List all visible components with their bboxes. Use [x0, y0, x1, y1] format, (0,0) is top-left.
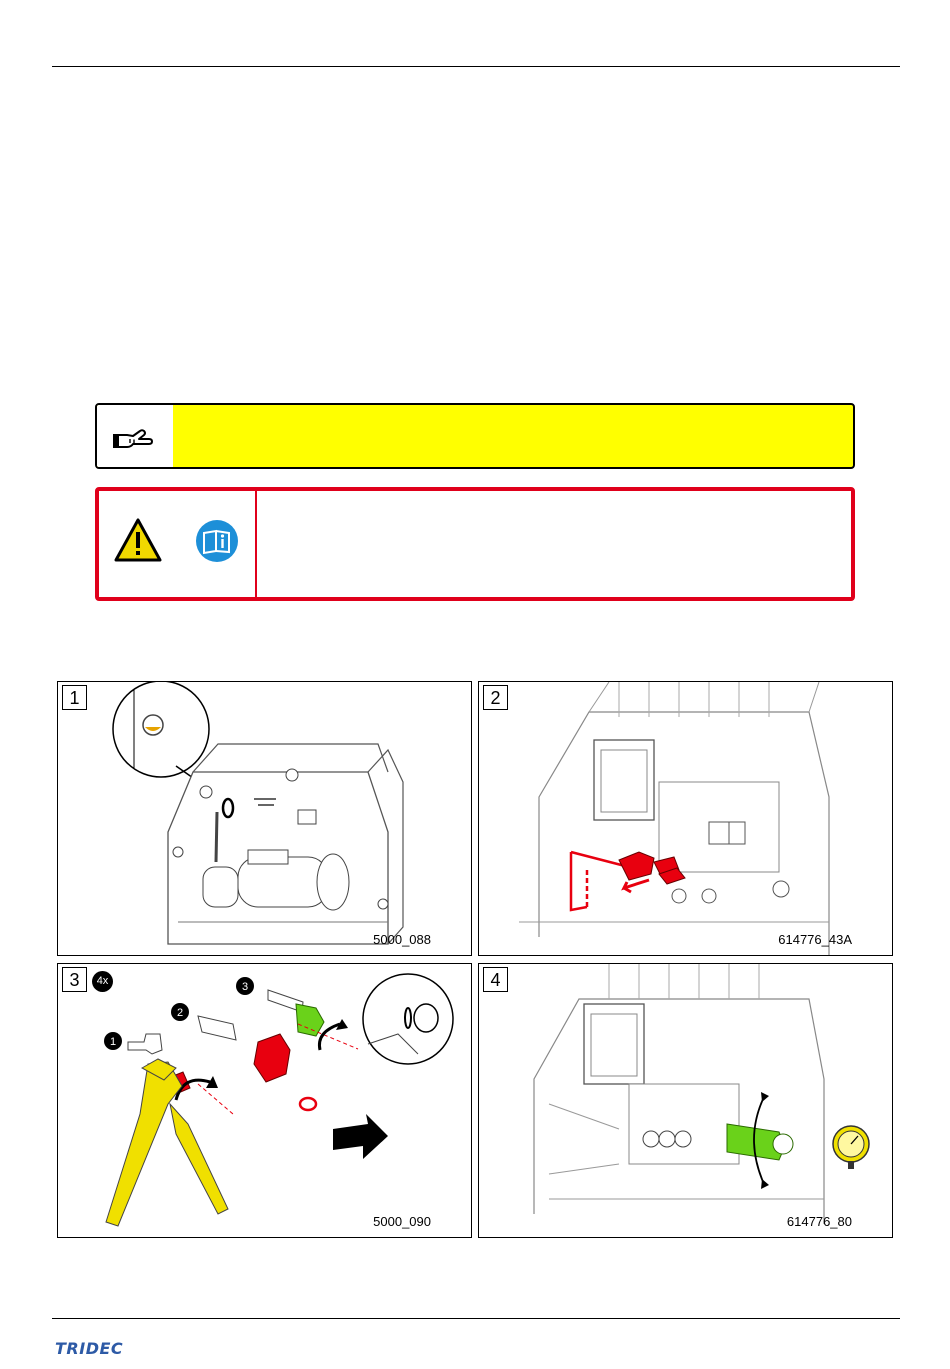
header-rule [52, 66, 900, 67]
figure-code: 614776_80 [786, 1214, 852, 1229]
callout-1: 1 [109, 1036, 117, 1048]
panel-number: 3 [62, 967, 87, 992]
warning-divider [255, 491, 257, 597]
pressure-test-drawing [479, 964, 893, 1238]
valve-block-drawing [479, 682, 893, 956]
panel-number: 4 [483, 967, 508, 992]
callout-3: 3 [241, 981, 249, 993]
panel-number: 2 [483, 685, 508, 710]
read-manual-icon [195, 519, 239, 563]
figure-panel-3 [57, 963, 472, 1238]
warning-box [95, 487, 855, 601]
warning-triangle-icon [113, 517, 163, 563]
figure-code: 5000_088 [373, 932, 431, 947]
figure-panel-1 [57, 681, 472, 956]
pump-unit-drawing [58, 682, 472, 956]
note-icon-cell [97, 405, 173, 467]
pointing-hand-icon [97, 405, 173, 467]
footer-rule [52, 1318, 900, 1319]
callout-2: 2 [176, 1007, 184, 1019]
figure-code: 614776_43A [778, 932, 852, 947]
company-logo: TRIDEC [55, 1339, 124, 1358]
coupling-replacement-drawing [58, 964, 472, 1238]
figure-panel-2 [478, 681, 893, 956]
quantity-badge: 4x [92, 971, 113, 992]
note-box [95, 403, 855, 469]
panel-number: 1 [62, 685, 87, 710]
figure-panel-4 [478, 963, 893, 1238]
figure-code: 5000_090 [373, 1214, 431, 1229]
